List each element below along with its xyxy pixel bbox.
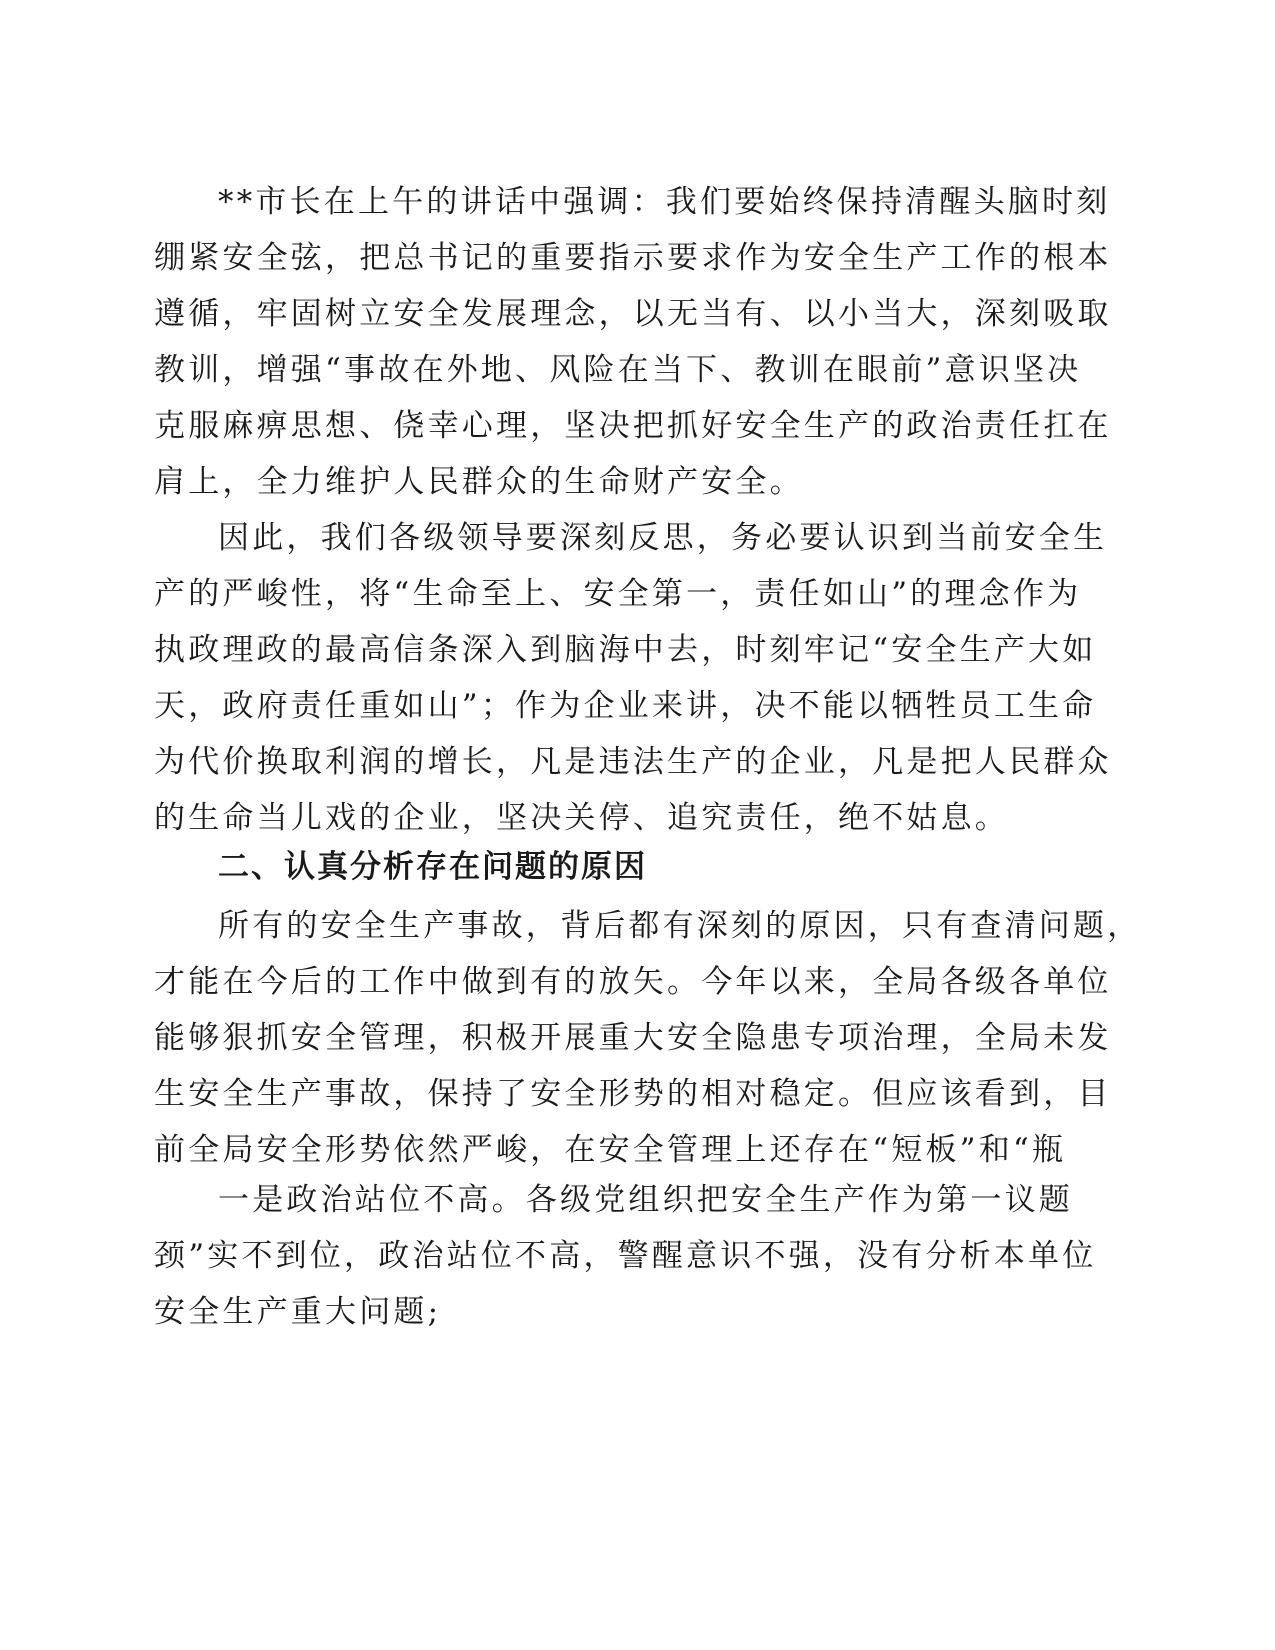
paragraph-1-line-2: 绷紧安全弦，把总书记的重要指示要求作为安全生产工作的根本 (154, 240, 1112, 276)
paragraph-3-line-2: 才能在今后的工作中做到有的放矢。今年以来，全局各级各单位 (154, 964, 1112, 1000)
paragraph-4-line-1: 一是政治站位不高。各级党组织把安全生产作为第一议题 (218, 1182, 1073, 1218)
paragraph-2-line-5: 为代价换取利润的增长，凡是违法生产的企业，凡是把人民群众 (154, 744, 1112, 780)
paragraph-2-line-6: 的生命当儿戏的企业，坚决关停、追究责任，绝不姑息。 (154, 800, 1009, 836)
paragraph-4-line-2: 颈”实不到位，政治站位不高，警醒意识不强，没有分析本单位 (154, 1238, 1097, 1274)
paragraph-2-line-3: 执政理政的最高信条深入到脑海中去，时刻牢记“安全生产大如 (154, 632, 1097, 668)
paragraph-1-line-3: 遵循，牢固树立安全发展理念，以无当有、以小当大，深刻吸取 (154, 296, 1112, 332)
paragraph-3-line-4: 生安全生产事故，保持了安全形势的相对稳定。但应该看到，目 (154, 1076, 1112, 1112)
paragraph-2-line-1: 因此，我们各级领导要深刻反思，务必要认识到当前安全生 (218, 520, 1108, 556)
paragraph-3-line-1: 所有的安全生产事故，背后都有深刻的原因，只有查清问题， (218, 908, 1142, 944)
paragraph-1-line-5: 克服麻痹思想、侥幸心理，坚决把抓好安全生产的政治责任扛在 (154, 408, 1112, 444)
paragraph-1-line-1: **市长在上午的讲话中强调：我们要始终保持清醒头脑时刻 (218, 184, 1111, 220)
paragraph-3-line-3: 能够狠抓安全管理，积极开展重大安全隐患专项治理，全局未发 (154, 1020, 1112, 1056)
paragraph-4-line-3: 安全生产重大问题; (154, 1294, 442, 1330)
paragraph-2-line-4: 天，政府责任重如山”；作为企业来讲，决不能以牺牲员工生命 (154, 688, 1097, 724)
paragraph-1-line-6: 肩上，全力维护人民群众的生命财产安全。 (154, 464, 804, 500)
paragraph-1-line-4: 教训，增强“事故在外地、风险在当下、教训在眼前”意识坚决 (154, 352, 1082, 388)
paragraph-2-line-2: 产的严峻性，将“生命至上、安全第一，责任如山”的理念作为 (154, 576, 1082, 612)
paragraph-3-line-5: 前全局安全形势依然严峻，在安全管理上还存在“短板”和“瓶 (154, 1132, 1067, 1168)
section-heading: 二、认真分析存在问题的原因 (218, 849, 647, 885)
